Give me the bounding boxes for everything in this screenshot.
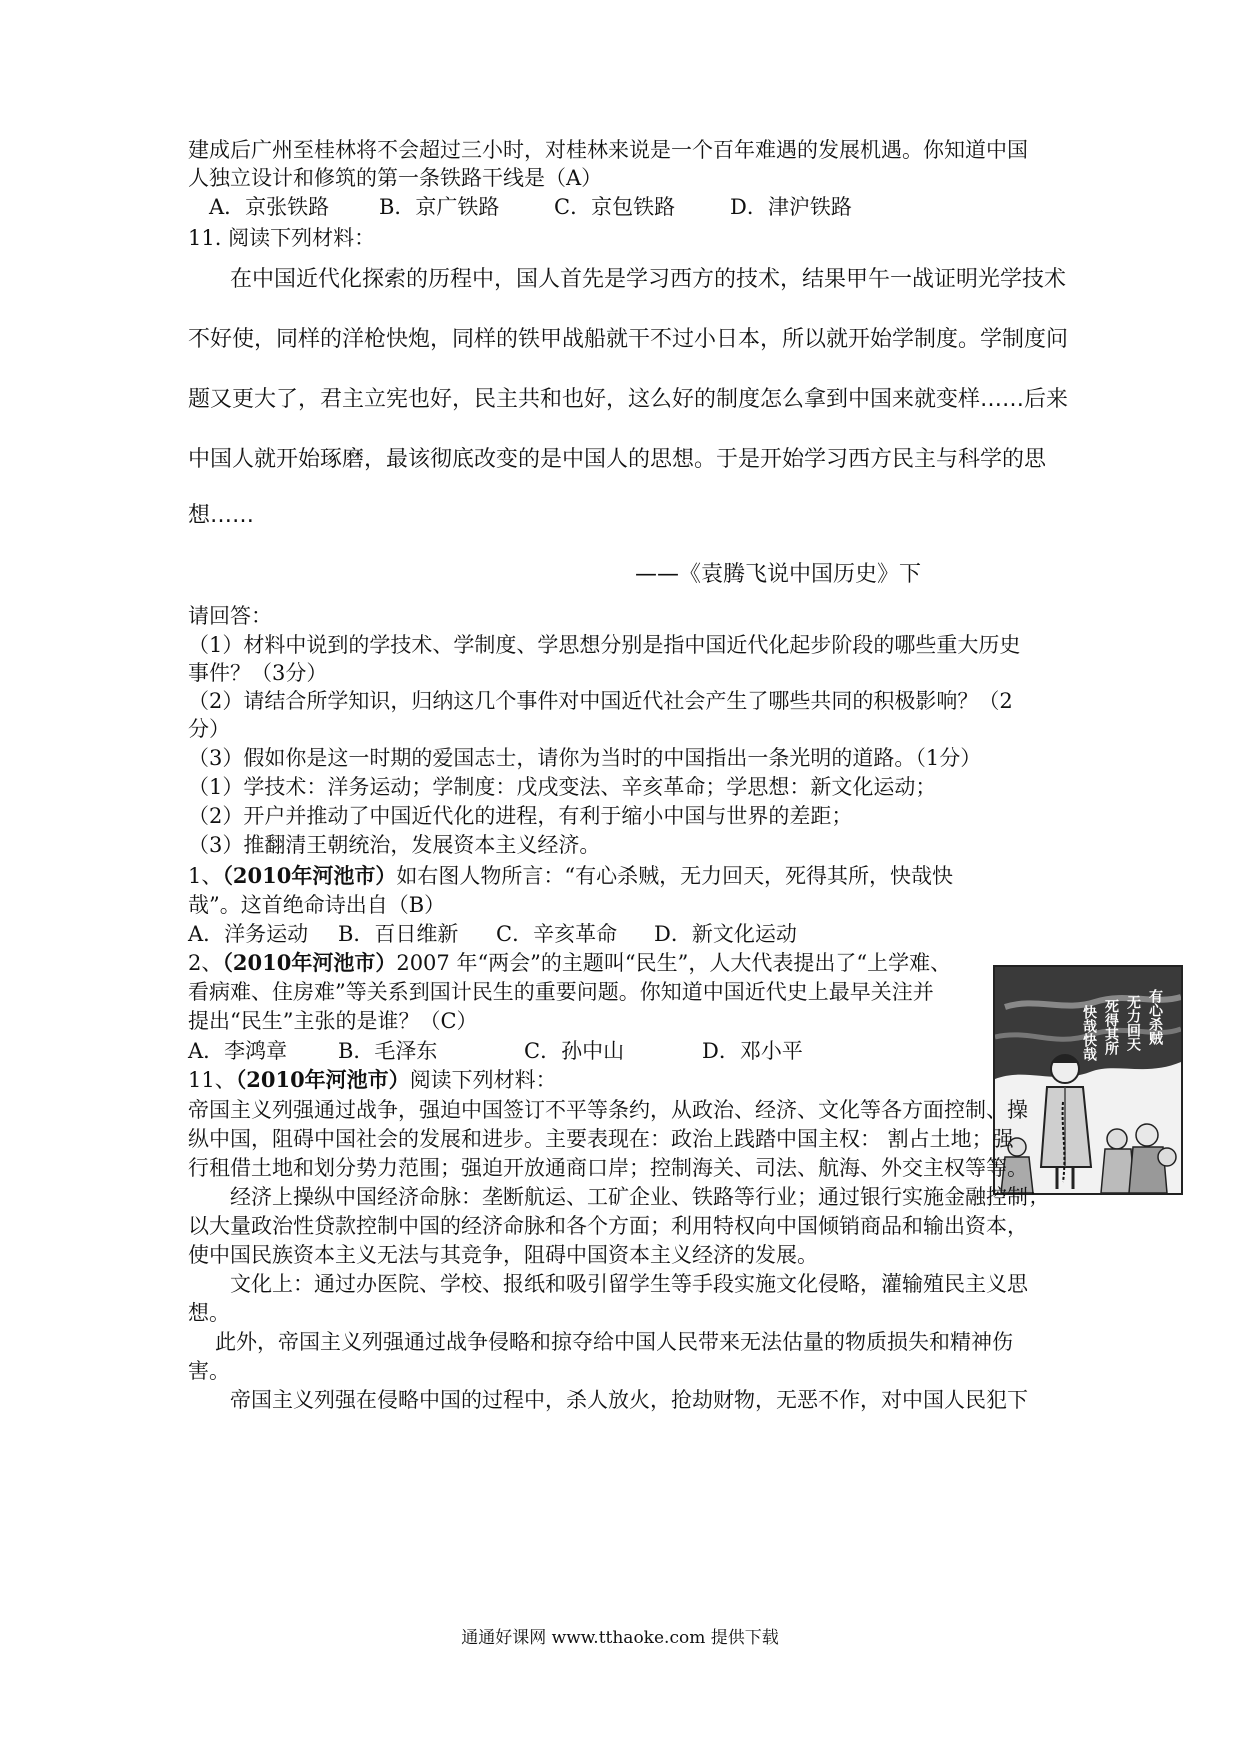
material-line-4: 中国人就开始琢磨，最该彻底改变的是中国人的思想。于是开始学习西方民主与科学的思	[188, 447, 1047, 472]
q10-line-2: 人独立设计和修筑的第一条铁路干线是（A）	[188, 166, 603, 190]
option-b: B．毛泽东	[338, 1039, 438, 1063]
q1-options	[188, 920, 797, 948]
option-c: C．辛亥革命	[496, 922, 618, 946]
material-source: ——《袁腾飞说中国历史》下	[635, 562, 922, 587]
q2-number: 2、	[188, 951, 223, 975]
q2-source-tag: （2010年河池市）	[222, 950, 397, 975]
option-a: A．洋务运动	[188, 922, 309, 946]
calligraphy-col-1: 有心杀贼	[1147, 989, 1163, 1045]
q11b-line-10: 害。	[188, 1359, 230, 1383]
q11b-line-7: 文化上：通过办医院、学校、报纸和吸引留学生等手段实施文化侵略，灌输殖民主义思	[230, 1272, 1028, 1296]
subquestion-1: （1）材料中说到的学技术、学制度、学思想分别是指中国近代化起步阶段的哪些重大历史	[188, 633, 1021, 657]
q2-options	[188, 1037, 803, 1065]
option-d: D．津沪铁路	[730, 195, 852, 219]
q11b-line-11: 帝国主义列强在侵略中国的过程中，杀人放火，抢劫财物，无恶不作，对中国人民犯下	[230, 1388, 1028, 1412]
q11a-heading: 11. 阅读下列材料：	[188, 226, 376, 250]
answer-2: （2）开户并推动了中国近代化的进程，有利于缩小中国与世界的差距；	[188, 804, 853, 828]
calligraphy-col-4: 快哉快哉	[1081, 1005, 1097, 1061]
material-line-3: 题又更大了，君主立宪也好，民主共和也好，这么好的制度怎么拿到中国来就变样……后来	[188, 387, 1069, 412]
option-a: A．京张铁路	[209, 195, 330, 219]
q1-line-2: 哉”。这首绝命诗出自（B）	[188, 893, 446, 917]
q11b-line-9: 此外，帝国主义列强通过战争侵略和掠夺给中国人民带来无法估量的物质损失和精神伤	[215, 1330, 1013, 1354]
q11b-line-4: 经济上操纵中国经济命脉：垄断航运、工矿企业、铁路等行业；通过银行实施金融控制；	[230, 1185, 1049, 1209]
option-c: C．孙中山	[524, 1039, 625, 1063]
page-footer: 通通好课网 www.tthaoke.com 提供下载	[461, 1628, 779, 1648]
answer-3: （3）推翻清王朝统治，发展资本主义经济。	[188, 833, 601, 857]
q10-options	[209, 193, 852, 221]
answer-1: （1）学技术：洋务运动；学制度：戊戌变法、辛亥革命；学思想：新文化运动；	[188, 775, 937, 799]
q11b-line-2: 纵中国，阻碍中国社会的发展和进步。主要表现在：政治上践踏中国主权： 割占土地；强	[188, 1127, 1014, 1151]
option-b: B．京广铁路	[379, 195, 500, 219]
subquestion-2: （2）请结合所学知识，归纳这几个事件对中国近代社会产生了哪些共同的积极影响？（2	[188, 689, 1013, 713]
q11b-line-8: 想。	[188, 1301, 230, 1325]
q11b-heading	[188, 1066, 557, 1094]
subquestion-3: （3）假如你是这一时期的爱国志士，请你为当时的中国指出一条光明的道路。（1分）	[188, 746, 982, 770]
q1-source-tag: （2010年河池市）	[222, 863, 397, 888]
q10-line-1: 建成后广州至桂林将不会超过三小时，对桂林来说是一个百年难遇的发展机遇。你知道中国	[188, 138, 1028, 162]
option-a: A．李鸿章	[188, 1039, 288, 1063]
q11b-source-tag: （2010年河池市）	[235, 1067, 410, 1092]
option-d: D．邓小平	[702, 1039, 803, 1063]
subquestion-1-cont: 事件？（3分）	[188, 661, 328, 685]
q2-line-3: 提出“民生”主张的是谁？（C）	[188, 1009, 478, 1033]
q1-number: 1、	[188, 864, 223, 888]
q11b-line-3: 行租借土地和划分势力范围；强迫开放通商口岸；控制海关、司法、航海、外交主权等等。	[188, 1156, 1028, 1180]
material-line-1: 在中国近代化探索的历程中，国人首先是学习西方的技术，结果甲午一战证明光学技术	[230, 267, 1067, 292]
calligraphy-col-2: 无力回天	[1125, 995, 1141, 1051]
q2-line-1	[188, 949, 951, 977]
q11b-line-6: 使中国民族资本主义无法与其竞争，阻碍中国资本主义经济的发展。	[188, 1243, 818, 1267]
q2-text: 2007 年“两会”的主题叫“民生”，人大代表提出了“上学难、	[396, 951, 952, 975]
q11b-line-5: 以大量政治性贷款控制中国的经济命脉和各个方面；利用特权向中国倾销商品和输出资本，	[188, 1214, 1028, 1238]
q1-line-1	[188, 862, 953, 890]
option-c: C．京包铁路	[554, 195, 676, 219]
material-line-2: 不好使，同样的洋枪快炮，同样的铁甲战船就干不过小日本，所以就开始学制度。学制度问	[188, 327, 1069, 352]
answer-prompt: 请回答：	[188, 604, 272, 628]
q11b-line-1: 帝国主义列强通过战争，强迫中国签订不平等条约，从政治、经济、文化等各方面控制、操	[188, 1098, 1028, 1122]
q2-line-2: 看病难、住房难”等关系到国计民生的重要问题。你知道中国近代史上最早关注并	[188, 980, 934, 1004]
material-line-5: 想……	[188, 503, 255, 528]
subquestion-2-cont: 分）	[188, 717, 230, 741]
q11b-number: 11、	[188, 1068, 236, 1092]
calligraphy-col-3: 死得其所	[1103, 999, 1119, 1055]
q1-text: 如右图人物所言：“有心杀贼，无力回天，死得其所，快哉快	[396, 864, 954, 888]
option-b: B．百日维新	[338, 922, 459, 946]
option-d: D．新文化运动	[654, 922, 797, 946]
q11b-heading-text: 阅读下列材料：	[409, 1068, 557, 1092]
